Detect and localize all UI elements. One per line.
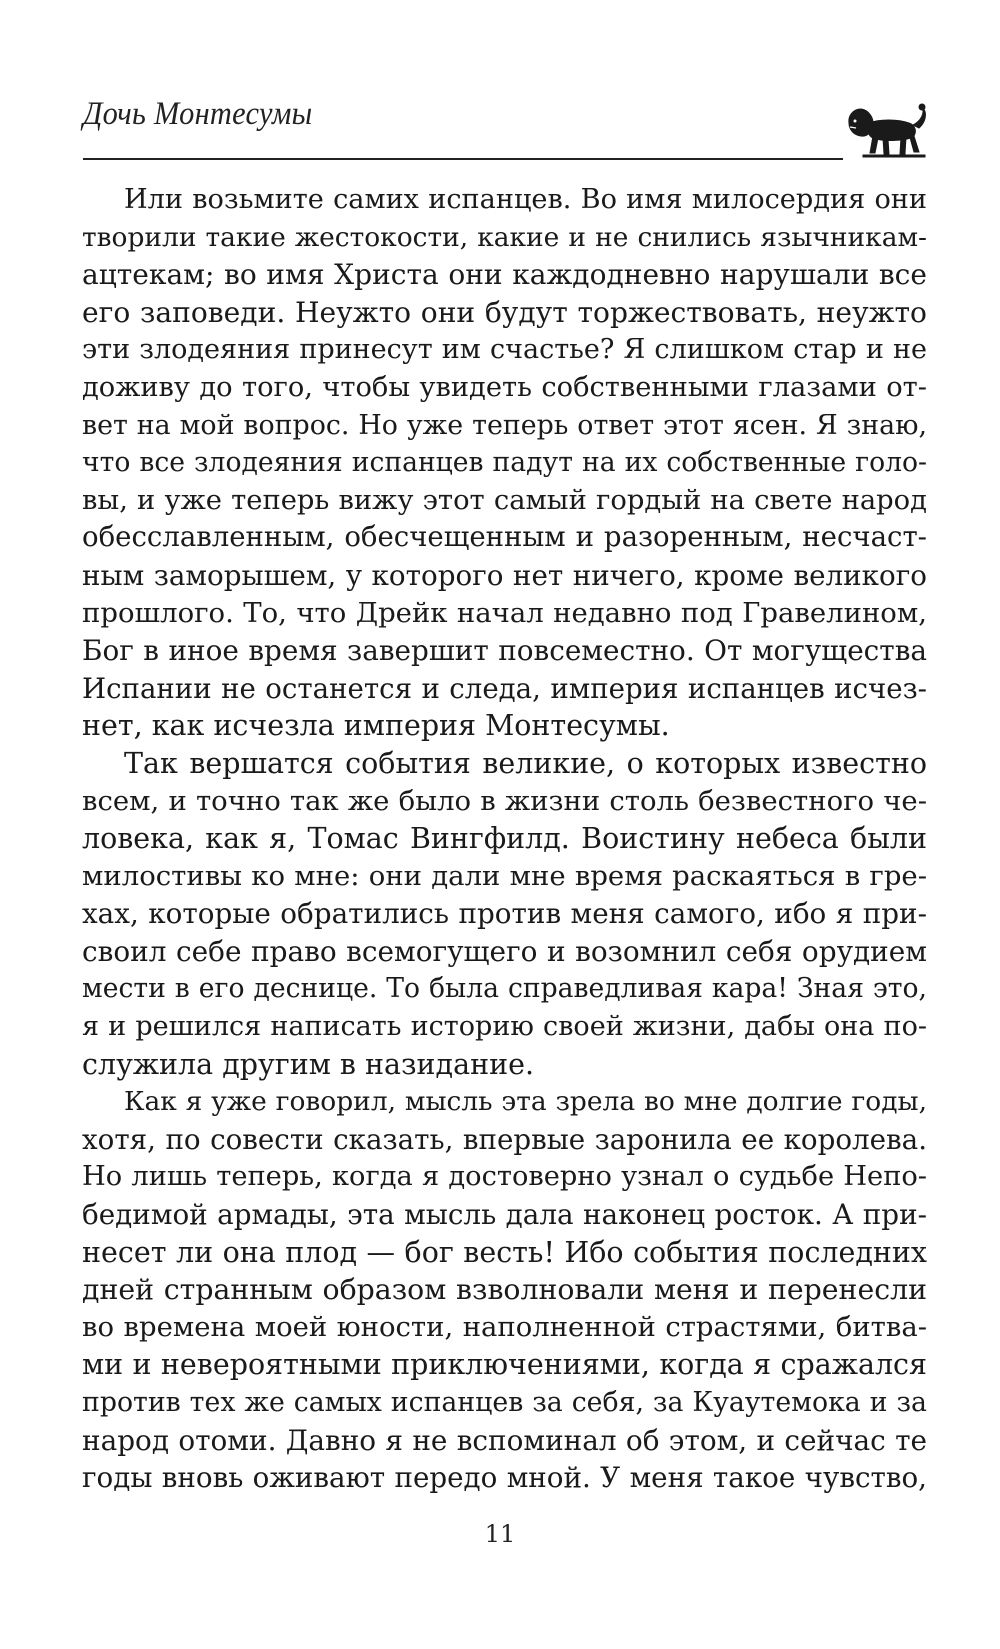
text-line: мести в его деснице. То была справедливая кара! Зная это, <box>82 973 927 1005</box>
text-line: против тех же самых испанцев за себя, за Куаутемока и за <box>82 1387 927 1418</box>
text-line: я и решился написать историю своей жизни, дабы она по- <box>82 1011 927 1043</box>
text-line: Или возьмите самих испанцев. Во имя милосердия они <box>124 184 927 215</box>
text-line: Испании не останется и следа, империя испанцев исчез- <box>82 671 927 705</box>
text-line: годы вновь оживают передо мной. У меня такое чувство, <box>82 1461 927 1495</box>
body-text <box>82 181 927 1497</box>
text-line: доживу до того, чтобы увидеть собственными глазами от- <box>82 371 927 403</box>
text-line: дней странным образом взволновали меня и перенесли <box>82 1273 927 1307</box>
text-line: хотя, по совести сказать, впервые заронила ее королева. <box>82 1122 927 1156</box>
page-number: 11 <box>484 1520 516 1548</box>
text-line: во времена моей юности, наполненной страстями, битва- <box>82 1310 927 1343</box>
text-line: прошлого. То, что Дрейк начал недавно под Гравелином, <box>82 596 927 629</box>
text-line: ловека, как я, Томас Вингфилд. Воистину небеса были <box>82 822 927 856</box>
text-line: обесславленным, обесчещенным и разоренным, несчаст- <box>82 521 927 554</box>
text-line: народ отоми. Давно я не вспоминал об этом, и сейчас те <box>82 1423 927 1457</box>
lion-icon <box>843 101 931 163</box>
text-line: Как я уже говорил, мысль эта зрела во мне долгие годы, <box>124 1086 927 1118</box>
text-line: несет ли она плод — бог весть! Ибо события последних <box>82 1235 927 1269</box>
text-line: эти злодеяния принесут им счастье? Я слишком стар и не <box>82 334 927 366</box>
text-line: вет на мой вопрос. Но уже теперь ответ этот ясен. Я знаю, <box>82 409 927 441</box>
text-line: творили такие жестокости, какие и не снились язычникам- <box>82 221 927 253</box>
text-line: Но лишь теперь, когда я достоверно узнал о судьбе Непо- <box>82 1161 927 1193</box>
text-line: милостивы ко мне: они дали мне время раскаяться в гре- <box>82 859 927 892</box>
text-line: хах, которые обратились против меня самого, ибо я при- <box>82 897 927 931</box>
running-title: Дочь Монтесумы <box>83 96 313 132</box>
header-rule <box>83 158 843 160</box>
text-line: Бог в иное время завершит повсеместно. От могущества <box>82 634 927 668</box>
text-line: бедимой армады, эта мысль дала наконец росток. А при- <box>82 1198 927 1232</box>
text-line: ным заморышем, у которого нет ничего, кроме великого <box>82 558 927 592</box>
text-line: его заповеди. Неужто они будут торжествовать, неужто <box>82 295 927 329</box>
text-line: нет, как исчезла империя Монтесумы. <box>82 709 670 743</box>
text-line: Так вершатся события великие, о которых известно <box>124 746 927 780</box>
text-line: вы, и уже теперь вижу этот самый гордый на свете народ <box>82 484 927 516</box>
text-line: всем, и точно так же было в жизни столь безвестного че- <box>82 784 927 817</box>
text-line: своил себе право всемогущего и возомнил себя орудием <box>82 934 927 968</box>
text-line: ми и невероятными приключениями, когда я сражался <box>82 1348 927 1382</box>
text-line: служила другим в назидание. <box>82 1047 535 1081</box>
text-line: что все злодеяния испанцев падут на их собственные голо- <box>82 447 927 479</box>
text-line: ацтекам; во имя Христа они каждодневно нарушали все <box>82 258 927 292</box>
